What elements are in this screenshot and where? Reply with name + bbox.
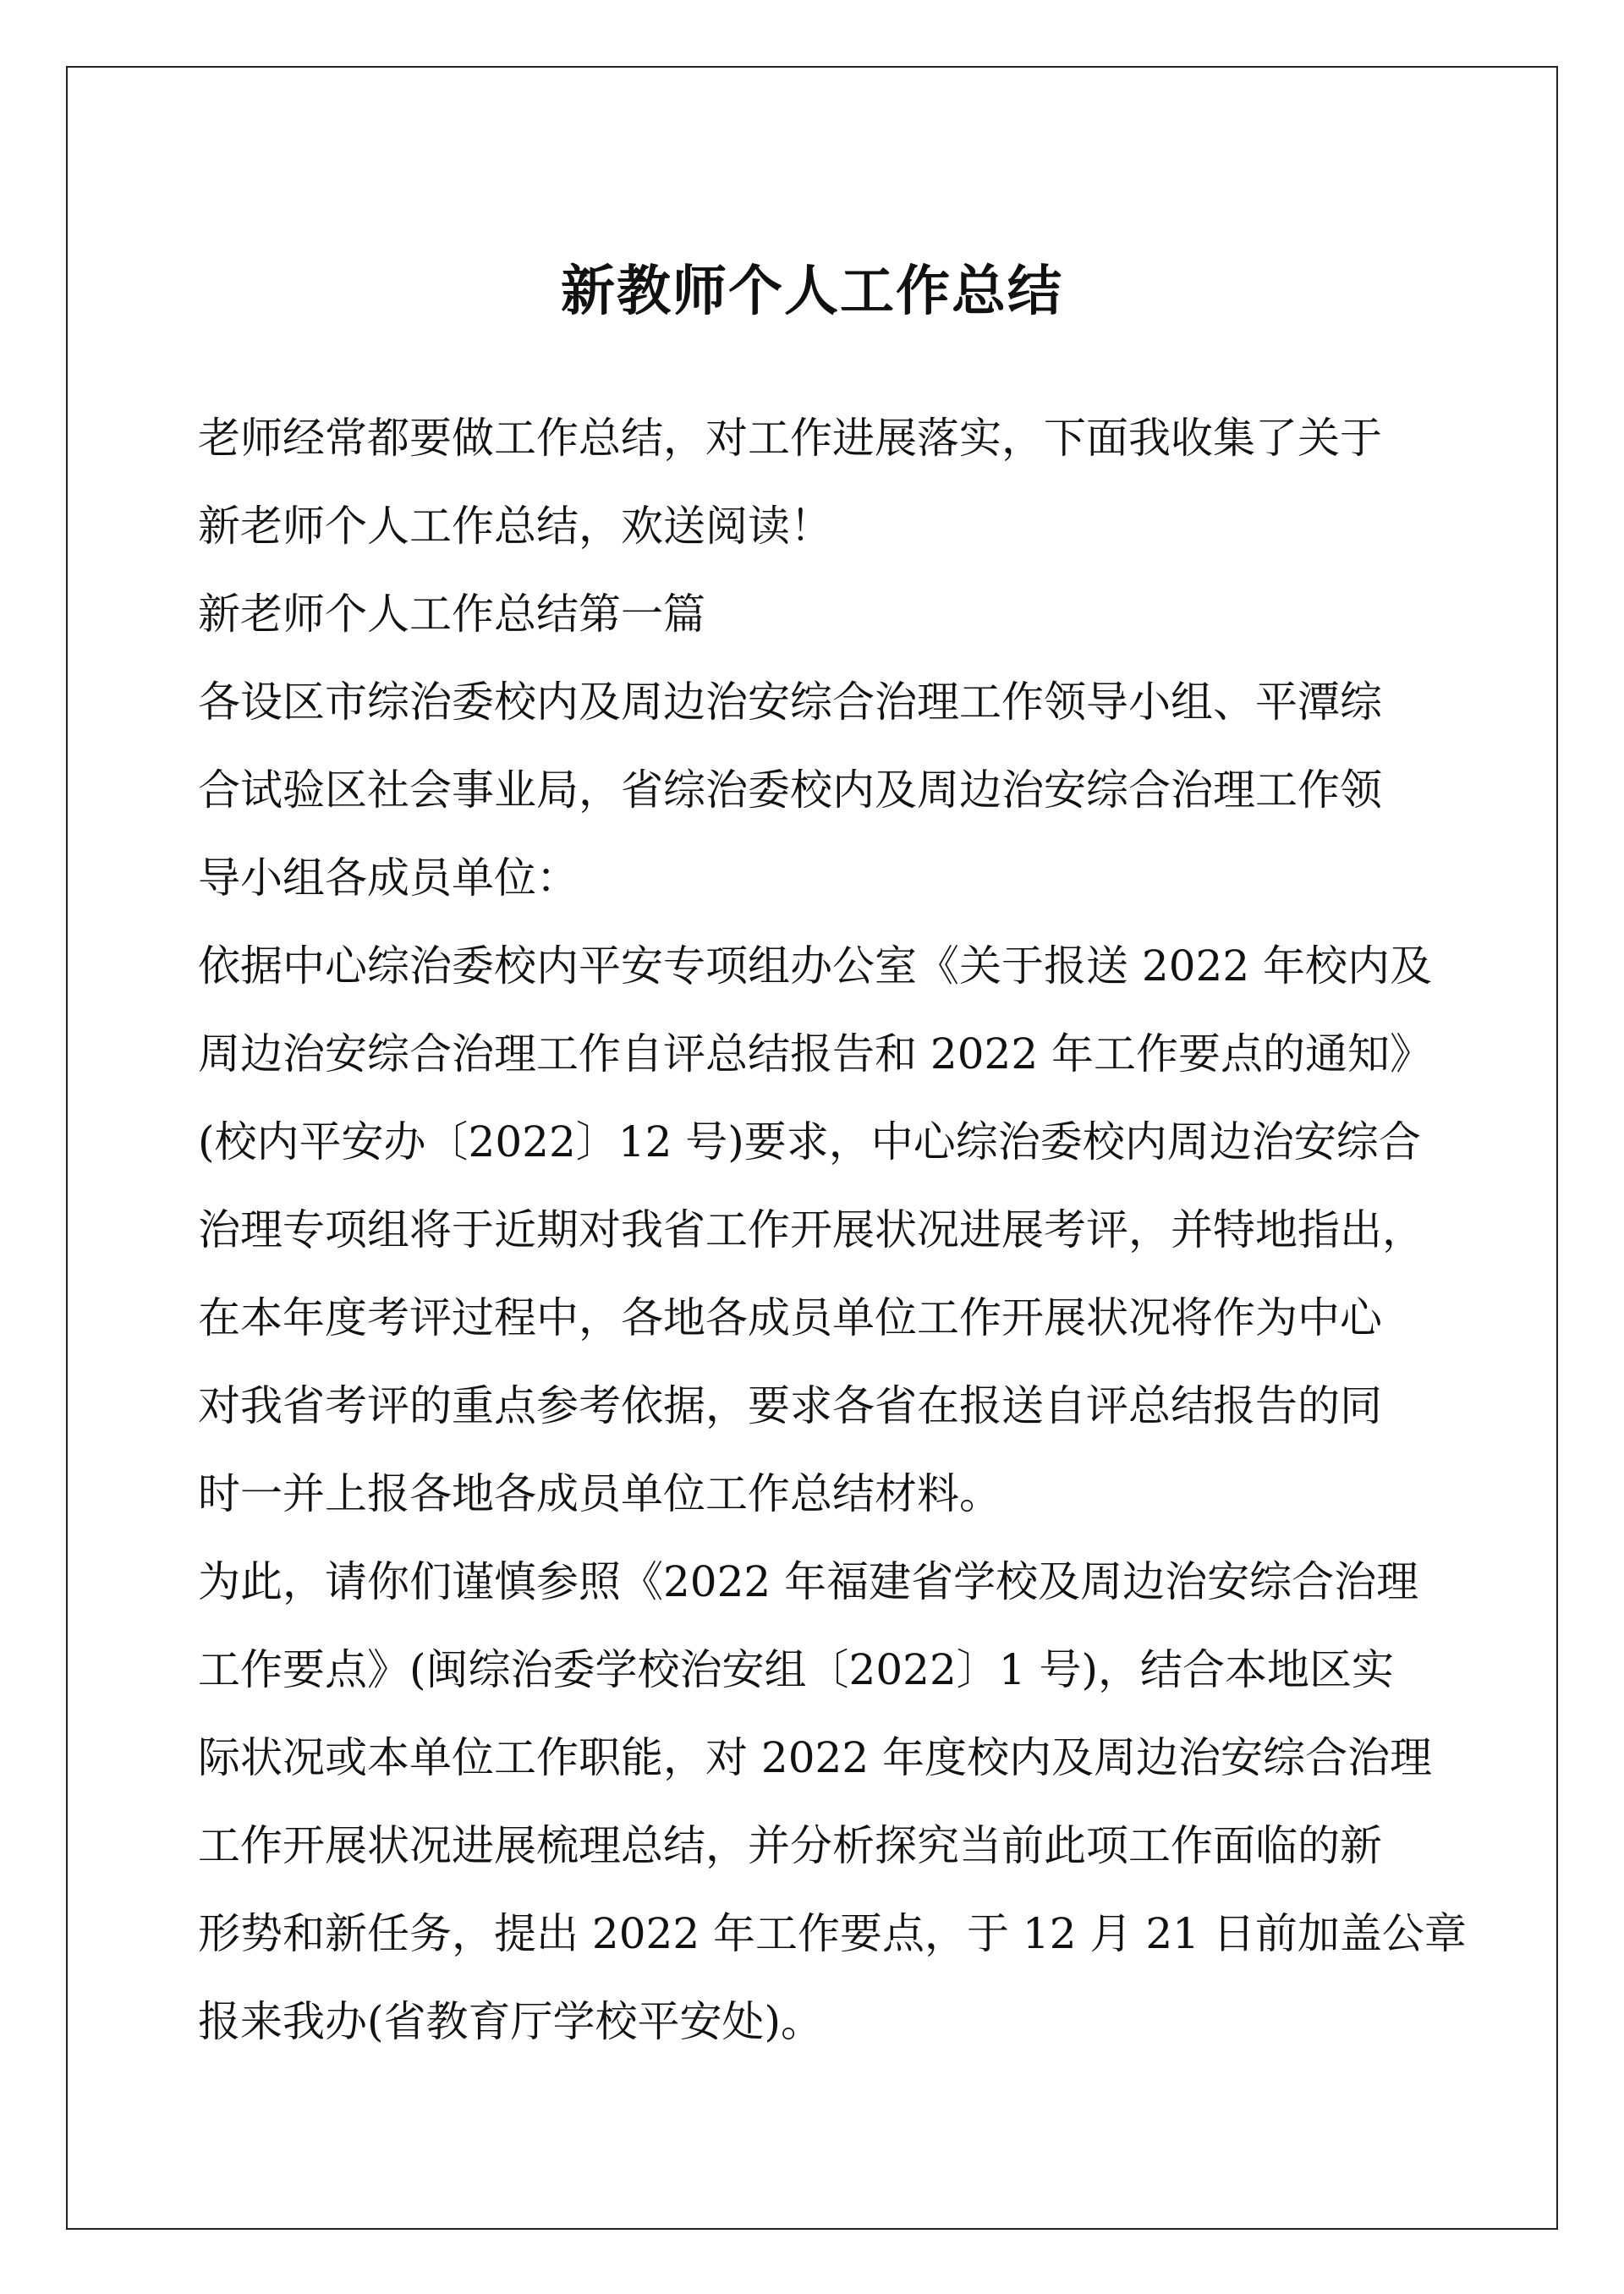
body-line: 工作开展状况进展梳理总结，并分析探究当前此项工作面临的新 [198, 1821, 1382, 1870]
section-heading: 新老师个人工作总结第一篇 [198, 590, 705, 639]
body-line: 周边治安综合治理工作自评总结报告和 2022 年工作要点的通知》 [198, 1029, 1433, 1078]
body-line: 对我省考评的重点参考依据，要求各省在报送自评总结报告的同 [198, 1381, 1382, 1430]
body-line: 各设区市综治委校内及周边治安综合治理工作领导小组、平潭综 [198, 678, 1382, 727]
document-body [198, 394, 1467, 2066]
body-line: (校内平安办〔2022〕12 号)要求，中心综治委校内周边治安综合 [198, 1117, 1421, 1166]
body-line: 际状况或本单位工作职能，对 2022 年度校内及周边治安综合治理 [198, 1733, 1433, 1782]
body-line: 时一并上报各地各成员单位工作总结材料。 [198, 1469, 1001, 1518]
body-line: 工作要点》(闽综治委学校治安组〔2022〕1 号)，结合本地区实 [198, 1645, 1394, 1694]
body-line: 依据中心综治委校内平安专项组办公室《关于报送 2022 年校内及 [198, 941, 1433, 991]
body-line: 在本年度考评过程中，各地各成员单位工作开展状况将作为中心 [198, 1293, 1382, 1342]
body-line: 新老师个人工作总结，欢送阅读！ [198, 502, 832, 551]
body-line: 为此，请你们谨慎参照《2022 年福建省学校及周边治安综合治理 [198, 1557, 1419, 1606]
body-line: 报来我办(省教育厅学校平安处)。 [198, 1997, 824, 2046]
document-title: 新教师个人工作总结 [561, 260, 1063, 323]
body-line: 合试验区社会事业局，省综治委校内及周边治安综合治理工作领 [198, 766, 1382, 815]
body-line: 形势和新任务，提出 2022 年工作要点，于 12 月 21 日前加盖公章 [198, 1909, 1467, 1958]
body-line: 治理专项组将于近期对我省工作开展状况进展考评，并特地指出， [198, 1205, 1424, 1254]
body-line: 老师经常都要做工作总结，对工作进展落实，下面我收集了关于 [198, 414, 1382, 463]
body-line: 导小组各成员单位： [198, 853, 579, 903]
